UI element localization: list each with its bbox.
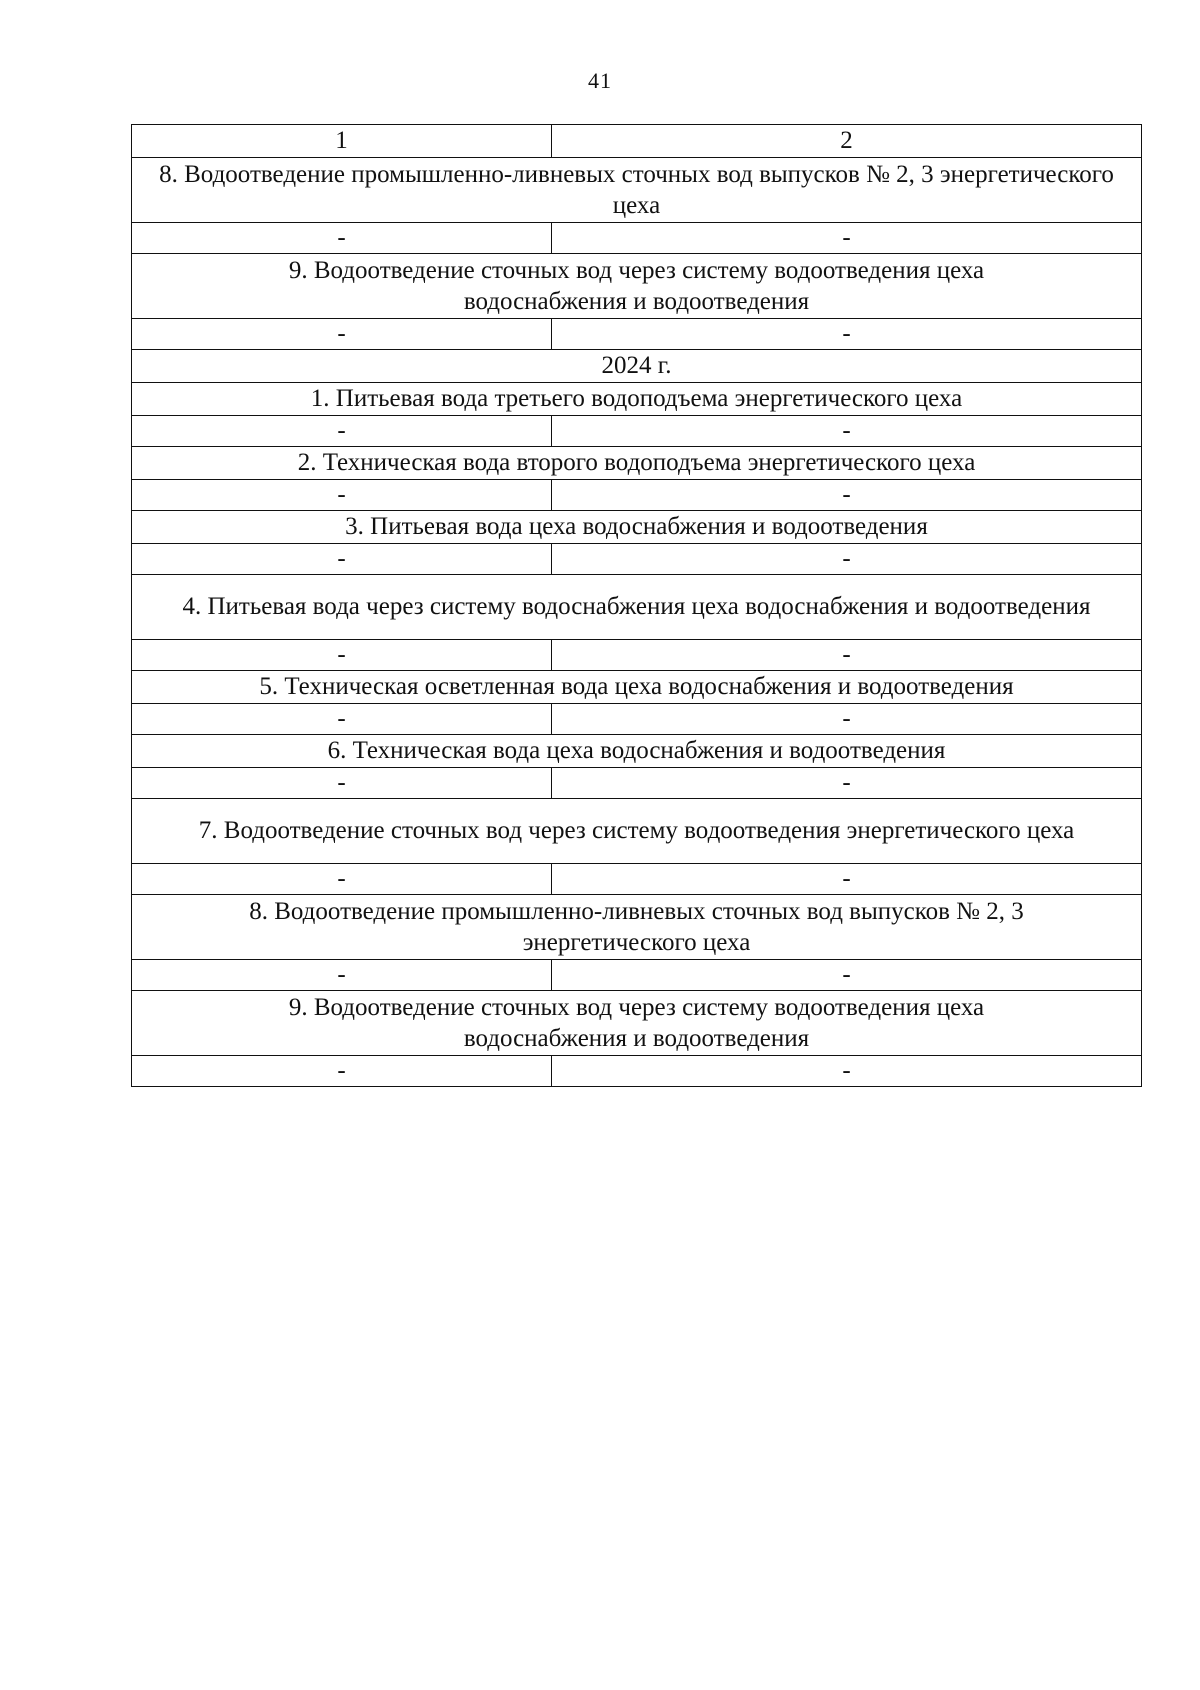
table-cell: - — [552, 416, 1142, 447]
table-cell: - — [552, 1056, 1142, 1087]
section-heading: 7. Водоотведение сточных вод через систему водоотведения энергетического цеха — [132, 799, 1142, 864]
table-cell: - — [132, 319, 552, 350]
table-cell: - — [552, 704, 1142, 735]
table-row — [132, 511, 1142, 544]
column-number-1: 1 — [132, 125, 552, 158]
table-row — [132, 416, 1142, 447]
table-row — [132, 960, 1142, 991]
table-cell: - — [552, 223, 1142, 254]
section-heading: 9. Водоотведение сточных вод через систему водоотведения цеха водоснабжения и водоотведения — [132, 254, 1142, 319]
table-row — [132, 447, 1142, 480]
table-row — [132, 991, 1142, 1056]
table-cell: - — [552, 960, 1142, 991]
table-row — [132, 480, 1142, 511]
table-row — [132, 319, 1142, 350]
section-heading: 4. Питьевая вода через систему водоснабжения цеха водоснабжения и водоотведения — [132, 575, 1142, 640]
table-row — [132, 895, 1142, 960]
table-row — [132, 575, 1142, 640]
table-cell: - — [132, 704, 552, 735]
year-heading: 2024 г. — [132, 350, 1142, 383]
table-row — [132, 254, 1142, 319]
section-heading: 8. Водоотведение промышленно-ливневых сточных вод выпусков № 2, 3 энергетического цеха — [132, 895, 1142, 960]
table-row — [132, 864, 1142, 895]
table-cell: - — [132, 864, 552, 895]
table-cell: - — [552, 480, 1142, 511]
column-number-2: 2 — [552, 125, 1142, 158]
table-cell: - — [552, 544, 1142, 575]
table-row — [132, 704, 1142, 735]
section-heading: 8. Водоотведение промышленно-ливневых сточных вод выпусков № 2, 3 энергетического цеха — [132, 158, 1142, 223]
table-row — [132, 223, 1142, 254]
table-cell: - — [552, 319, 1142, 350]
section-heading: 9. Водоотведение сточных вод через систему водоотведения цеха водоснабжения и водоотведения — [132, 991, 1142, 1056]
section-heading: 3. Питьевая вода цеха водоснабжения и водоотведения — [132, 511, 1142, 544]
table-row — [132, 544, 1142, 575]
table-cell: - — [132, 416, 552, 447]
table-cell: - — [132, 544, 552, 575]
table-row — [132, 350, 1142, 383]
section-heading: 1. Питьевая вода третьего водоподъема энергетического цеха — [132, 383, 1142, 416]
table-cell: - — [132, 640, 552, 671]
table-cell: - — [552, 768, 1142, 799]
table-cell: - — [132, 1056, 552, 1087]
page-number: 41 — [588, 68, 612, 93]
table-row — [132, 735, 1142, 768]
data-table — [131, 124, 1142, 1087]
table-cell: - — [132, 480, 552, 511]
section-heading: 2. Техническая вода второго водоподъема энергетического цеха — [132, 447, 1142, 480]
table-cell: - — [132, 960, 552, 991]
table-row — [132, 640, 1142, 671]
table-row — [132, 383, 1142, 416]
table-row — [132, 799, 1142, 864]
table-row — [132, 768, 1142, 799]
section-heading: 6. Техническая вода цеха водоснабжения и водоотведения — [132, 735, 1142, 768]
table-row — [132, 1056, 1142, 1087]
header-row — [132, 125, 1142, 158]
table-cell: - — [552, 864, 1142, 895]
table-cell: - — [132, 223, 552, 254]
table-cell: - — [132, 768, 552, 799]
table-row — [132, 671, 1142, 704]
table-cell: - — [552, 640, 1142, 671]
section-heading: 5. Техническая осветленная вода цеха водоснабжения и водоотведения — [132, 671, 1142, 704]
table-row — [132, 158, 1142, 223]
